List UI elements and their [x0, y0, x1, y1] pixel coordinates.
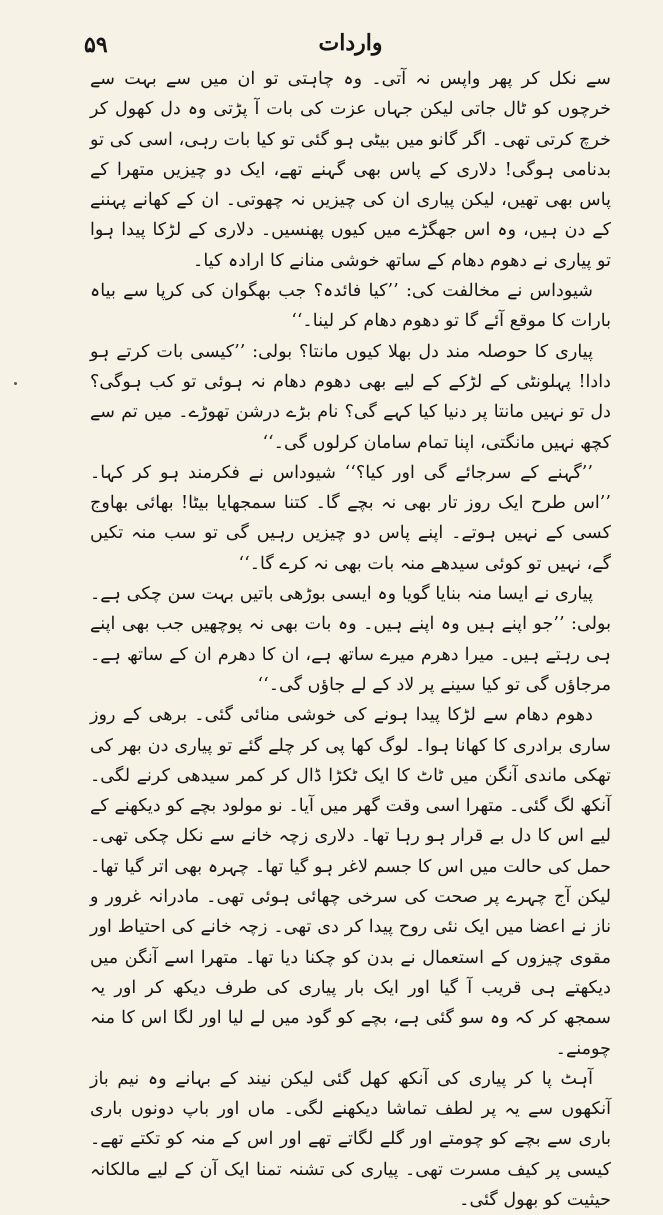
paragraph-7: آہٹ پا کر پیاری کی آنکھ کھل گئی لیکن نیند کے بہانے وہ نیم باز آنکھوں سے یہ پر لطف تماشا دیکھنے لگی۔ ماں اور باپ دونوں باری باری سے بچے کو چومتے اور گلے لگاتے تھے اور اس کے منہ کو تکتے تھے۔ کیسی پر کیف مسرت تھی۔ پیاری کی تشنہ تمنا ایک آن کے لیے مالکانہ حیثیت کو بھول گئی۔ — [90, 1068, 611, 1210]
paragraph-5: پیاری نے ایسا منہ بنایا گویا وہ ایسی بوڑھی باتیں بہت سن چکی ہے۔ بولی: ’’جو اپنے ہیں وہ اپنے ہیں۔ وہ بات بھی نہ پوچھیں جب بھی اپنے ہی رہتے ہیں۔ میرا دھرم میرے ساتھ ہے، ان کا دھرم ان کے ساتھ ہے۔ مرجاؤں گی تو کیا سینے پر لاد کے لے جاؤں گی۔‘‘ — [90, 584, 611, 695]
paragraph-4: ’’گہنے کے سرجائے گی اور کیا؟‘‘ شیوداس نے فکرمند ہو کر کہا۔ ’’اس طرح ایک روز تار بھی نہ بچے گا۔ کتنا سمجھایا بیٹا! بھائی بھاوج کسی کے نہیں ہوتے۔ اپنے پاس دو چیزیں رہیں گی تو سب منہ تکیں گے، نہیں تو کوئی سیدھے منہ بات بھی نہ کرے گا۔‘‘ — [90, 462, 611, 574]
page-number: ۵۹ — [84, 32, 108, 58]
page-header — [84, 28, 611, 58]
running-title: واردات — [318, 30, 383, 56]
paragraph-1: سے نکل کر پھر واپس نہ آتی۔ وہ چاہتی تو ان میں سے بہت سے خرچوں کو ٹال جاتی لیکن جہاں عزت کی بات آ پڑتی وہ دل کھول کر خرچ کرتی تھی۔ اگر گانو میں بیٹی ہو گئی تو کیا بات رہی، اسی کی تو بدنامی ہوگی! دلاری کے پاس بھی گہنے تھے، ایک دو چیزیں متھرا کے پاس بھی تھیں، لیکن پیاری ان کی چیزیں نہ چھوتی۔ ان کے کھانے پہننے کے دن ہیں، وہ اس جھگڑے میں کیوں پھنسیں۔ دلاری کے لڑکا پیدا ہوا تو پیاری نے دھوم دھام کے ساتھ خوشی منانے کا ارادہ کیا۔ — [90, 69, 611, 271]
paragraph-2: شیوداس نے مخالفت کی: ’’کیا فائدہ؟ جب بھگوان کی کرپا سے بیاہ بارات کا موقع آئے گا تو دھوم دھام کر لینا۔‘‘ — [90, 281, 611, 332]
paragraph-3: پیاری کا حوصلہ مند دل بھلا کیوں مانتا؟ بولی: ’’کیسی بات کرتے ہو دادا! پہلونٹی کے لڑکے کے لیے بھی دھوم دھام نہ ہوئی تو کب ہوگی؟ دل تو نہیں مانتا پر دنیا کیا کہے گی؟ نام بڑے درشن تھوڑے۔ میں تم سے کچھ نہیں مانگتی، اپنا تمام سامان کرلوں گی۔‘‘ — [90, 341, 611, 453]
body-text — [90, 64, 611, 1215]
ink-speck — [14, 382, 17, 385]
paragraph-6: دھوم دھام سے لڑکا پیدا ہونے کی خوشی منائی گئی۔ برھی کے روز ساری برادری کا کھانا ہوا۔ لوگ کھا پی کر چلے گئے تو پیاری دن بھر کی تھکی ماندی آنگن میں ٹاٹ کا ایک ٹکڑا ڈال کر کمر سیدھی کرنے لگی۔ آنکھ لگ گئی۔ متھرا اسی وقت گھر میں آیا۔ نو مولود بچے کو دیکھنے کے لیے اس کا دل بے قرار ہو رہا تھا۔ دلاری زچہ خانے سے نکل چکی تھی۔ حمل کی حالت میں اس کا جسم لاغر ہو گیا تھا۔ چہرہ بھی اتر گیا تھا۔ لیکن آج چہرے پر صحت کی سرخی چھائی ہوئی تھی۔ مادرانہ غرور و ناز نے اعضا میں ایک نئی روح پیدا کر دی تھی۔ زچہ خانے کی احتیاط اور مقوی چیزوں کے استعمال نے بدن کو چکنا دیا تھا۔ متھرا اسے آنگن میں دیکھتے ہی قریب آ گیا اور ایک بار پیاری کی طرف دیکھ کر اور یہ سمجھ کر کہ وہ سو گئی ہے، بچے کو گود میں لے لیا اور لگا اس کا منہ چومنے۔ — [90, 705, 611, 1059]
